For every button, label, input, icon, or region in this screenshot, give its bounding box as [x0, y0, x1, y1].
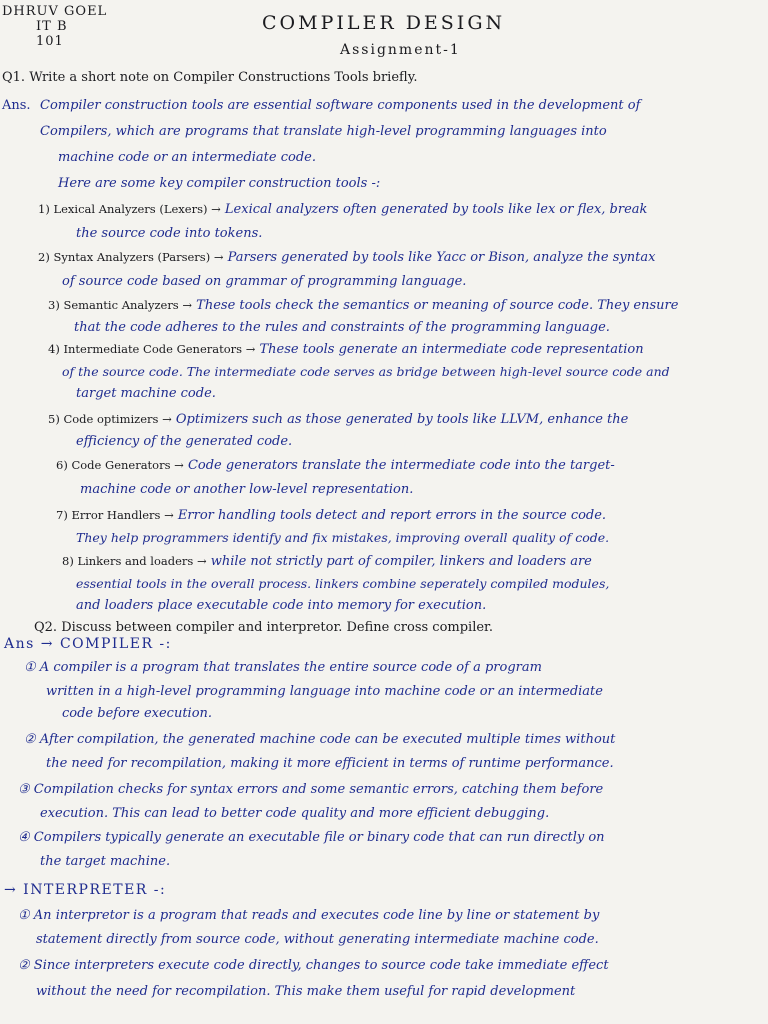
- tool-text: the source code into tokens.: [76, 226, 263, 241]
- interpreter-point: [18, 958, 609, 973]
- tool-text: efficiency of the generated code.: [76, 434, 293, 449]
- tool-text: Error handling tools detect and report errors in the source code.: [177, 508, 607, 523]
- point-number: ④: [18, 830, 30, 845]
- answer-1-intro-line: Here are some key compiler construction tools -:: [58, 176, 381, 191]
- compiler-point: [24, 660, 542, 675]
- tool-item: [48, 342, 644, 357]
- tool-label: 4) Intermediate Code Generators →: [48, 342, 256, 356]
- tool-text: Code generators translate the intermediate code into the target-: [187, 458, 615, 473]
- tool-text: They help programmers identify and fix mistakes, improving overall quality of code.: [76, 530, 610, 545]
- point-text: execution. This can lead to better code quality and more efficient debugging.: [40, 806, 550, 821]
- question-1: Q1. Write a short note on Compiler Constructions Tools briefly.: [2, 70, 418, 85]
- tool-item: [38, 202, 647, 217]
- point-number: ②: [18, 958, 30, 973]
- tool-text: that the code adheres to the rules and constraints of the programming language.: [74, 320, 610, 335]
- tool-label: 2) Syntax Analyzers (Parsers) →: [38, 250, 224, 264]
- student-info: [2, 4, 107, 49]
- tool-item: [48, 412, 628, 427]
- interpreter-heading: → INTERPRETER -:: [4, 882, 167, 898]
- tool-text: Parsers generated by tools like Yacc or Bison, analyze the syntax: [227, 250, 656, 265]
- compiler-heading: COMPILER -:: [59, 636, 172, 652]
- point-text: without the need for recompilation. This make them useful for rapid development: [36, 984, 576, 999]
- tool-label: 5) Code optimizers →: [48, 412, 172, 426]
- page-subtitle: Assignment-1: [340, 42, 461, 58]
- tool-item: [56, 508, 606, 523]
- question-2: Q2. Discuss between compiler and interpretor. Define cross compiler.: [34, 620, 493, 635]
- answer-2-heading: [4, 636, 172, 652]
- answer-1-intro-line: Compilers, which are programs that translate high-level programming languages into: [40, 124, 607, 139]
- interpreter-point: [18, 908, 599, 923]
- tool-text: Optimizers such as those generated by tools like LLVM, enhance the: [175, 412, 629, 427]
- compiler-point: [18, 782, 603, 797]
- answer-1-intro-line: machine code or an intermediate code.: [58, 150, 316, 165]
- student-class: IT B: [36, 19, 68, 34]
- point-number: ①: [18, 908, 30, 923]
- tool-item: [62, 554, 592, 569]
- tool-text: essential tools in the overall process. linkers combine seperately compiled modules,: [76, 576, 610, 591]
- student-name: DHRUV GOEL: [2, 4, 108, 19]
- tool-item: [56, 458, 615, 473]
- page-title: COMPILER DESIGN: [262, 12, 506, 34]
- tool-label: 7) Error Handlers →: [56, 508, 174, 522]
- tool-text: and loaders place executable code into memory for execution.: [76, 598, 487, 613]
- student-roll: 101: [36, 34, 64, 49]
- tool-label: 1) Lexical Analyzers (Lexers) →: [38, 202, 221, 216]
- answer-1-intro-line: Compiler construction tools are essential software components used in the development of: [40, 98, 641, 113]
- point-text: written in a high-level programming language into machine code or an intermediate: [46, 684, 603, 699]
- tool-text: of the source code. The intermediate code serves as bridge between high-level source code and: [62, 364, 670, 379]
- point-text: the need for recompilation, making it more efficient in terms of runtime performance.: [46, 756, 614, 771]
- tool-label: 8) Linkers and loaders →: [62, 554, 207, 568]
- point-text: After compilation, the generated machine code can be executed multiple times without: [39, 732, 616, 747]
- tool-item: [48, 298, 678, 313]
- tool-text: These tools generate an intermediate code representation: [259, 342, 644, 357]
- compiler-point: [24, 732, 615, 747]
- tool-text: These tools check the semantics or meaning of source code. They ensure: [196, 298, 679, 313]
- compiler-point: [18, 830, 605, 845]
- tool-text: of source code based on grammar of programming language.: [62, 274, 467, 289]
- point-text: An interpretor is a program that reads and executes code line by line or statement by: [33, 908, 600, 923]
- tool-text: machine code or another low-level representation.: [80, 482, 414, 497]
- point-number: ②: [24, 732, 36, 747]
- tool-item: [38, 250, 655, 265]
- point-text: code before execution.: [62, 706, 213, 721]
- tool-text: while not strictly part of compiler, linkers and loaders are: [210, 554, 592, 569]
- tool-text: target machine code.: [76, 386, 216, 401]
- point-number: ③: [18, 782, 30, 797]
- tool-text: Lexical analyzers often generated by tools like lex or flex, break: [224, 202, 648, 217]
- point-text: Compilation checks for syntax errors and some semantic errors, catching them before: [33, 782, 604, 797]
- point-text: the target machine.: [40, 854, 171, 869]
- tool-label: 6) Code Generators →: [56, 458, 184, 472]
- point-text: Compilers typically generate an executable file or binary code that can run directly on: [33, 830, 605, 845]
- point-text: A compiler is a program that translates the entire source code of a program: [39, 660, 542, 675]
- answer-2-label: Ans →: [4, 636, 54, 652]
- point-text: statement directly from source code, without generating intermediate machine code.: [36, 932, 599, 947]
- point-number: ①: [24, 660, 36, 675]
- point-text: Since interpreters execute code directly, changes to source code take immediate effect: [33, 958, 609, 973]
- answer-1-label: Ans.: [2, 98, 31, 113]
- tool-label: 3) Semantic Analyzers →: [48, 298, 193, 312]
